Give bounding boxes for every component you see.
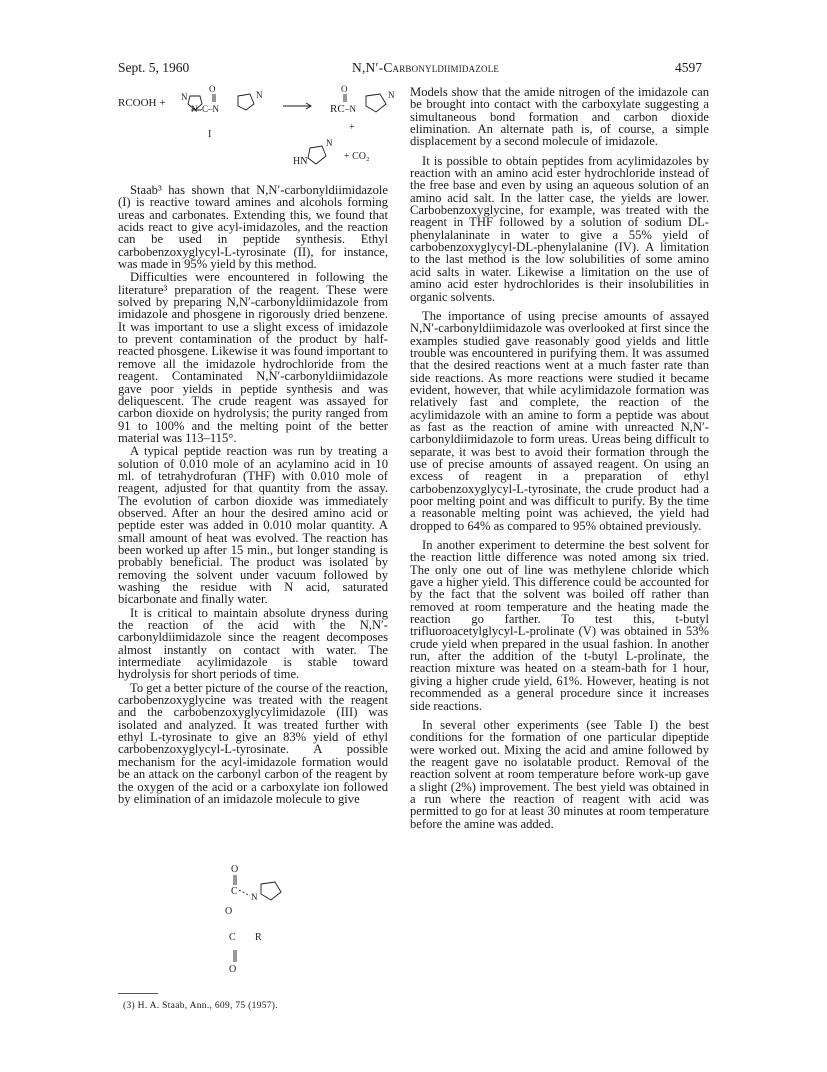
- scheme-plus: +: [349, 122, 355, 133]
- scheme-product-n: –N: [345, 104, 356, 114]
- left-paragraph-2: Difficulties were encountered in following the literature³ preparation of the reagent. These were solved by preparing N,N′-carbonyldiimidazole from imidazole and phosgene in rigorously dried benzene. It was important to use a slight excess of imidazole to prevent contamination of the product by half-reacted phosgene. Likewise it was found important to remove all the imidazole hydrochloride from the reagent. Contaminated N,N′-carbonyldiimidazole gave poor yields in peptide synthesis and was deliquescent. The crude reagent was assayed for carbon dioxide on hydrolysis; the purity ranged from 91 to 100% and the melting point of the better material was 113–115°.: [118, 270, 388, 445]
- left-paragraph-1: Staab³ has shown that N,N′-carbonyldiimidazole (I) is reactive toward amines and alcohols forming ureas and carbonates. Extending this, we found that acids react to give acyl-imidazoles, and the reaction can be used in peptide synthesis. Ethyl carbobenzoxyglycyl-L-tyrosinate (II), for instance, was made in 95% yield by this method.: [118, 183, 388, 272]
- scheme-n-left2: N–C–N: [191, 104, 220, 114]
- mechanism-drawing: [215, 862, 305, 982]
- scheme-co2: + CO₂: [344, 151, 370, 162]
- imidazole-ring-right: [238, 94, 254, 110]
- reaction-scheme: [118, 84, 403, 179]
- scheme-reagent-label: I: [208, 129, 212, 140]
- header-date: Sept. 5, 1960: [118, 60, 190, 75]
- footnote: (3) H. A. Staab, Ann., 609, 75 (1957).: [123, 1001, 278, 1011]
- mech-c: C: [231, 886, 238, 897]
- right-paragraph-3: The importance of using precise amounts of assayed N,N′-carbonyldiimidazole was overlooked at first since the examples studied gave reasonably good yields and little trouble was encountered in purifying them. It was assumed that the desired reactions went at a much faster rate than side reactions. As more reactions were studied it became evident, however, that while acylimidazole formation was relatively fast and complete, the reaction of the acylimidazole with an amine to form a peptide was about as fast as the reaction of amine with unreacted N,N′-carbonyldiimidazole to form ureas. Ureas being difficult to separate, it was best to avoid their formation through the use of precise amounts of assayed reagent. On using an excess of reagent in a preparation of ethyl carbobenzoxyglycyl-L-tyrosinate, the crude product had a poor melting point and was difficult to purify. By the time a reasonable melting point was achieved, the yield had dropped to 64% as compared to 95% obtained previously.: [410, 308, 709, 533]
- header-page-number: 4597: [675, 60, 702, 75]
- scheme-product-n2: N: [388, 90, 395, 100]
- mech-c-bottom: C: [229, 932, 236, 943]
- left-paragraph-5: To get a better picture of the course of the reaction, carbobenzoxyglycine was treated with the reagent and the carbobenzoxyglycylimidazole (III) was isolated and analyzed. It was treated further with ethyl L-tyrosinate to give an 83% yield of ethyl carbobenzoxyglycyl-L-tyrosinate. A possible mechanism for the acyl-imidazole formation would be an attack on the carbonyl carbon of the reagent by the oxygen of the acid or a carboxylate ion followed by elimination of an imidazole molecule to give: [118, 680, 388, 806]
- scheme-product-rc: RC: [330, 103, 345, 115]
- mech-ring: [261, 882, 281, 900]
- mechanism-structure: [215, 862, 305, 982]
- right-column: [410, 86, 709, 830]
- scheme-imid-n: N: [326, 138, 333, 148]
- mech-o-mid: O: [225, 906, 233, 917]
- scheme-reagent-o: O: [209, 84, 216, 94]
- footnote-rule: [118, 993, 158, 994]
- scheme-n-right: N: [256, 90, 263, 100]
- imidazole-ring-free: [308, 146, 326, 164]
- right-paragraph-5: In several other experiments (see Table I) the best conditions for the formation of one particular dipeptide were worked out. Mixing the acid and amine followed by the reagent gave no isolatable product. Removal of the reaction solvent at room temperature before work-up gave a slight (2%) improvement. The best yield was obtained in a run where the reaction of reagent with acid was permitted to go for at least 30 minutes at room temperature before the amine was added.: [410, 717, 709, 831]
- mech-dashed-bond: [239, 890, 250, 896]
- left-paragraph-3: A typical peptide reaction was run by treating a solution of 0.010 mole of an acylamino acid in 10 ml. of tetrahydrofuran (THF) with 0.010 mole of reagent, adjusted for that quantity from the assay. The evolution of carbon dioxide was immediately observed. After an hour the desired amino acid or peptide ester was added in 0.010 molar quantity. A small amount of heat was evolved. The reaction has been worked up after 15 min., but longer standing is probably beneficial. The product was isolated by removing the solvent under vacuum followed by washing the residue with N acid, saturated bicarbonate and finally water.: [118, 444, 388, 607]
- scheme-acid-text: RCOOH +: [118, 97, 166, 109]
- left-paragraph-4: It is critical to maintain absolute dryness during the reaction of the acid with the N,N′-carbonyldiimidazole since the reagent decomposes almost instantly on contact with water. The intermediate acylimidazole is stable toward hydrolysis for short periods of time.: [118, 605, 388, 682]
- right-paragraph-2: It is possible to obtain peptides from acylimidazoles by reaction with an amino acid ester hydrochloride instead of the free base and even by using an aqueous solution of an amino acid salt. In the latter case, the yields are lower. Carbobenzoxyglycine, for example, was treated with the reagent in THF followed by a solution of sodium DL-phenylalaninate in water to give a 55% yield of carbobenzoxyglycyl-DL-phenylalanine (IV). A limitation to the last method is the low solubilities of some amino acid salts in water. Likewise a limitation on the use of amino acid ester hydrochlorides is their insolubilities in organic solvents.: [410, 153, 709, 304]
- mech-r: R: [255, 932, 262, 943]
- mech-n: N: [251, 892, 258, 902]
- right-paragraph-1: Models show that the amide nitrogen of the imidazole can be brought into contact with the carboxylate suggesting a simultaneous bond formation and carbon dioxide elimination. An alternate path is, of course, a simple displacement by a second molecule of imidazole.: [410, 85, 709, 149]
- scheme-hn: HN: [293, 156, 308, 167]
- mech-o-bottom: O: [229, 964, 237, 975]
- imidazole-ring-product: [366, 94, 386, 112]
- header-title-rest: arbonyldiimidazole: [392, 60, 500, 75]
- mech-o-top: O: [231, 864, 239, 875]
- left-column: [118, 184, 388, 805]
- reaction-scheme-drawing: [118, 84, 403, 179]
- scheme-product-o: O: [341, 84, 348, 94]
- right-paragraph-4: In another experiment to determine the best solvent for the reaction little difference was noted among six tried. The only one out of line was methylene chloride which gave a higher yield. This difference could be accounted for by the fact that the solvent was boiled off rather than removed at room temperature and the heating made the reaction go farther. To test this, t-butyl trifluoroacetylglycyl-L-prolinate (V) was obtained in 53% crude yield when prepared in the usual fashion. In another run, after the addition of the t-butyl L-prolinate, the reaction mixture was heated on a steam-bath for 1 hour, giving a higher crude yield, 61%. However, heating is not recommended as a general procedure since it increases side reactions.: [410, 538, 709, 713]
- header-title: [352, 60, 499, 76]
- scheme-n-left: N: [181, 92, 188, 102]
- header-title-prefix: N,N′-C: [352, 60, 393, 75]
